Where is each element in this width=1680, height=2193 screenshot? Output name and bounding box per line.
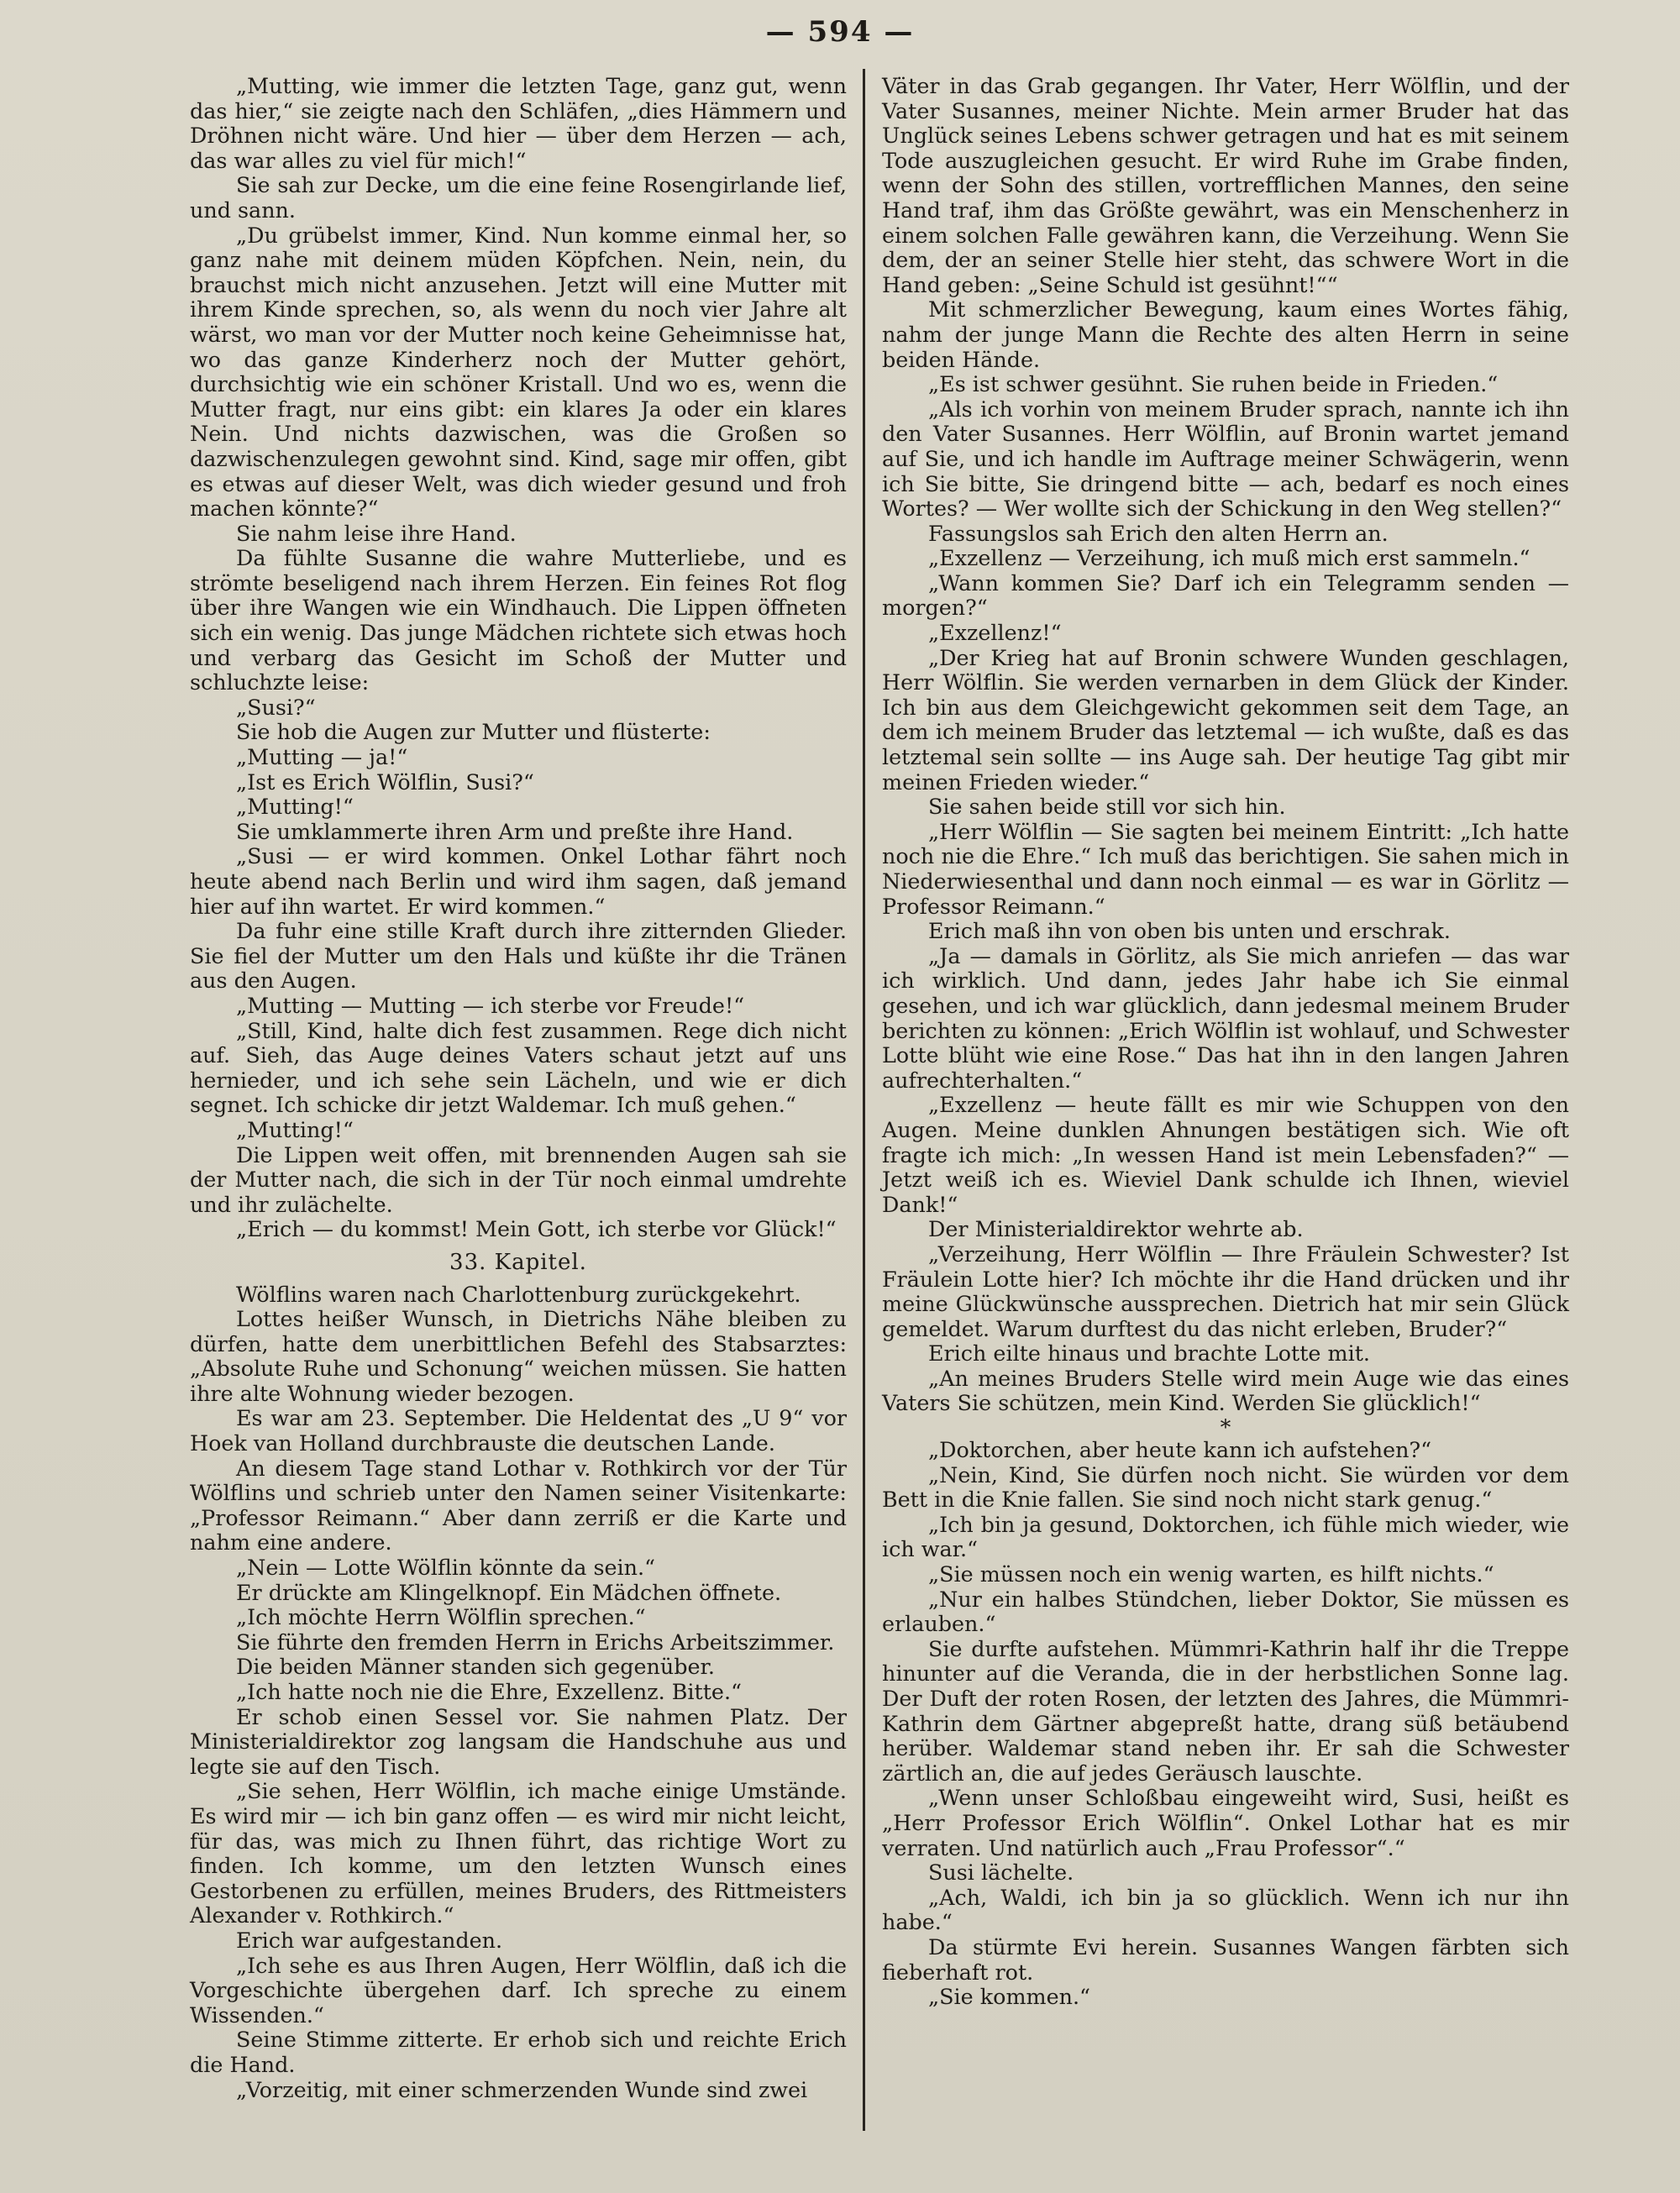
paragraph: An diesem Tage stand Lothar v. Rothkirch vor der Tür Wölflins und schrieb unter den Namen seiner Visitenkarte: „Professor Reimann.“ Aber dann zerriß er die Karte und nahm eine andere.	[190, 1455, 847, 1556]
column-divider	[863, 69, 865, 2131]
paragraph: Der Ministerialdirektor wehrte ab.	[928, 1216, 1304, 1242]
paragraph: „Verzeihung, Herr Wölflin — Ihre Fräulein Schwester? Ist Fräulein Lotte hier? Ich möchte ihr die Hand drücken und ihr meine Glückwünsche aussprechen. Dietrich hat mir sein Glück gemeldet. Warum durftest du das nicht erleben, Bruder?“	[882, 1241, 1569, 1341]
paragraph: Die beiden Männer standen sich gegenüber.	[236, 1654, 715, 1680]
paragraph: „Mutting — Mutting — ich sterbe vor Freude!“	[236, 992, 745, 1018]
section-separator: *	[1220, 1414, 1231, 1440]
paragraph: Da fuhr eine stille Kraft durch ihre zitternden Glieder. Sie fiel der Mutter um den Hals und küßte ihr die Tränen aus den Augen.	[190, 918, 847, 994]
paragraph: „Wenn unser Schloßbau eingeweiht wird, Susi, heißt es „Herr Professor Erich Wölflin“. Onkel Lothar hat es mir verraten. Und natürlich auch „Frau Professor“.“	[882, 1785, 1569, 1860]
left-paragraphs-before	[190, 74, 847, 1242]
page-number: — 594 —	[765, 15, 915, 49]
paragraph: Da fühlte Susanne die wahre Mutterliebe, und es strömte beseligend nach ihrem Herzen. Ein feines Rot flog über ihre Wangen wie ein Windhauch. Die Lippen öffneten sich ein wenig. Das junge Mädchen richtete sich etwas hoch und verbarg das Gesicht im Schoß der Mutter und schluchzte leise:	[190, 545, 847, 695]
paragraph: „Susi — er wird kommen. Onkel Lothar fährt noch heute abend nach Berlin und wird ihm sagen, daß jemand hier auf ihn wartet. Er wird kommen.“	[190, 843, 847, 919]
paragraph: Sie durfte aufstehen. Mümmri-Kathrin half ihr die Treppe hinunter auf die Veranda, die in der herbstlichen Sonne lag. Der Duft der roten Rosen, der letzten des Jahres, die Mümmri-Kathrin dem Gärtner abgepreßt hatte, drang süß betäubend herüber. Waldemar stand neben ihr. Er sah die Schwester zärtlich an, die auf jedes Geräusch lauschte.	[882, 1635, 1569, 1786]
paragraph: Es war am 23. September. Die Heldentat des „U 9“ vor Hoek van Holland durchbrauste die deutschen Lande.	[190, 1405, 847, 1456]
paragraph: Wölflins waren nach Charlottenburg zurückgekehrt.	[236, 1281, 801, 1307]
paragraph: „An meines Bruders Stelle wird mein Auge wie das eines Vaters Sie schützen, mein Kind. Werden Sie glücklich!“	[882, 1365, 1569, 1416]
paragraph: Susi lächelte.	[928, 1860, 1074, 1886]
paragraph: „Wann kommen Sie? Darf ich ein Telegramm senden — morgen?“	[882, 569, 1569, 621]
paragraph: Sie führte den fremden Herrn in Erichs Arbeitszimmer.	[236, 1629, 835, 1655]
paragraph: Erich eilte hinaus und brachte Lotte mit.	[928, 1340, 1370, 1367]
paragraph: Er drückte am Klingelknopf. Ein Mädchen öffnete.	[236, 1579, 782, 1605]
right-column	[882, 74, 1569, 2010]
right-paragraphs-after	[882, 1438, 1569, 2010]
paragraph: Sie sah zur Decke, um die eine feine Rosengirlande lief, und sann.	[190, 172, 847, 223]
paragraph: „Ach, Waldi, ich bin ja so glücklich. Wenn ich nur ihn habe.“	[882, 1884, 1569, 1935]
paragraph: „Nur ein halbes Stündchen, lieber Doktor, Sie müssen es erlauben.“	[882, 1586, 1569, 1637]
right-paragraphs	[882, 74, 1569, 1416]
paragraph: „Als ich vorhin von meinem Bruder sprach, nannte ich ihn den Vater Susannes. Herr Wölflin, auf Bronin wartet jemand auf Sie, und ich handle im Auftrage meiner Schwägerin, wenn ich Sie bitte, Sie dringend bitte — ach, bedarf es noch eines Wortes? — Wer wollte sich der Schickung in den Weg stellen?“	[882, 396, 1569, 522]
paragraph: „Ja — damals in Görlitz, als Sie mich anriefen — das war ich wirklich. Und dann, jedes Jahr habe ich Sie einmal gesehen, und ich war glücklich, dann jedesmal meinem Bruder berichten zu können: „Erich Wölflin ist wohlauf, und Schwester Lotte blüht wie eine Rose.“ Das hat ihn in den langen Jahren aufrechterhalten.“	[882, 942, 1569, 1093]
paragraph: „Exzellenz — heute fällt es mir wie Schuppen von den Augen. Meine dunklen Ahnungen bestätigen sich. Wie oft fragte ich mich: „In wessen Hand ist mein Lebensfaden?“ — Jetzt weiß ich es. Wieviel Dank schulde ich Ihnen, wieviel Dank!“	[882, 1092, 1569, 1217]
paragraph: „Sie müssen noch ein wenig warten, es hilft nichts.“	[928, 1561, 1494, 1587]
paragraph: Mit schmerzlicher Bewegung, kaum eines Wortes fähig, nahm der junge Mann die Rechte des alten Herrn in seine beiden Hände.	[882, 296, 1569, 372]
paragraph: „Exzellenz — Verzeihung, ich muß mich erst sammeln.“	[928, 545, 1530, 571]
paragraph: „Ich möchte Herrn Wölflin sprechen.“	[236, 1604, 646, 1630]
paragraph: Die Lippen weit offen, mit brennenden Augen sah sie der Mutter nach, die sich in der Tür noch einmal umdrehte und ihr zulächelte.	[190, 1141, 847, 1217]
paragraph: „Exzellenz!“	[928, 620, 1062, 646]
paragraph: „Mutting!“	[236, 794, 354, 820]
paragraph: „Sie sehen, Herr Wölflin, ich mache einige Umstände. Es wird mir — ich bin ganz offen — es wird mir nicht leicht, für das, was mich zu Ihnen führt, das richtige Wort zu finden. Ich komme, um den letzten Wunsch eines Gestorbenen zu erfüllen, meines Bruders, des Rittmeisters Alexander v. Rothkirch.“	[190, 1778, 847, 1928]
paragraph: Erich war aufgestanden.	[236, 1927, 503, 1953]
paragraph: „Erich — du kommst! Mein Gott, ich sterbe vor Glück!“	[236, 1216, 837, 1242]
paragraph: Sie nahm leise ihre Hand.	[236, 520, 517, 546]
paragraph: „Herr Wölflin — Sie sagten bei meinem Eintritt: „Ich hatte noch nie die Ehre.“ Ich muß das berichtigen. Sie sahen mich in Niederwiesenthal und dann noch einmal — es war in Görlitz — Professor Reimann.“	[882, 818, 1569, 919]
paragraph: „Mutting, wie immer die letzten Tage, ganz gut, wenn das hier,“ sie zeigte nach den Schläfen, „dies Hämmern und Dröhnen nicht wäre. Und hier — über dem Herzen — ach, das war alles zu viel für mich!“	[190, 73, 847, 173]
paragraph: „Still, Kind, halte dich fest zusammen. Rege dich nicht auf. Sieh, das Auge deines Vaters schaut jetzt auf uns hernieder, und ich sehe sein Lächeln, und wie er dich segnet. Ich schicke dir jetzt Waldemar. Ich muß gehen.“	[190, 1017, 847, 1118]
paragraph: „Ich sehe es aus Ihren Augen, Herr Wölflin, daß ich die Vorgeschichte übergehen darf. Ich spreche zu einem Wissenden.“	[190, 1952, 847, 2028]
paragraph: „Mutting — ja!“	[236, 744, 408, 770]
paragraph: „Nein — Lotte Wölflin könnte da sein.“	[236, 1555, 656, 1581]
paragraph: „Du grübelst immer, Kind. Nun komme einmal her, so ganz nahe mit deinem müden Köpfchen. Nein, nein, du brauchst mich nicht anzusehen. Jetzt will eine Mutter mit ihrem Kinde sprechen, so, als wenn du noch vier Jahre alt wärst, wo man vor der Mutter noch keine Geheimnisse hat, wo das ganze Kinderherz noch der Mutter gehört, durchsichtig wie ein schöner Kristall. Und wo es, wenn die Mutter fragt, nur eins gibt: ein klares Ja oder ein klares Nein. Und nichts dazwischen, was die Großen so dazwischenzulegen gewohnt sind. Kind, sage mir offen, gibt es etwas auf dieser Welt, was dich wieder gesund und froh machen könnte?“	[190, 222, 847, 522]
paragraph: „Der Krieg hat auf Bronin schwere Wunden geschlagen, Herr Wölflin. Sie werden vernarben in dem Glück der Kinder. Ich bin aus dem Gleichgewicht gekommen seit dem Tage, an dem ich meinem Bruder das letztemal — ich wußte, daß es das letztemal sein sollte — ins Auge sah. Der heutige Tag gibt mir meinen Frieden wieder.“	[882, 644, 1569, 795]
left-column	[190, 74, 847, 2102]
paragraph: Da stürmte Evi herein. Susannes Wangen färbten sich fieberhaft rot.	[882, 1933, 1569, 1985]
paragraph: „Susi?“	[236, 694, 316, 720]
paragraph: Sie sahen beide still vor sich hin.	[928, 794, 1286, 820]
paragraph: Lottes heißer Wunsch, in Dietrichs Nähe bleiben zu dürfen, hatte dem unerbittlichen Befehl des Stabsarztes: „Absolute Ruhe und Schonung“ weichen müssen. Sie hatten ihre alte Wohnung wieder bezogen.	[190, 1306, 847, 1406]
paragraph: Sie hob die Augen zur Mutter und flüsterte:	[236, 719, 711, 745]
paragraph: „Es ist schwer gesühnt. Sie ruhen beide in Frieden.“	[928, 371, 1499, 397]
paragraph: Erich maß ihn von oben bis unten und erschrak.	[928, 918, 1451, 944]
paragraph: „Doktorchen, aber heute kann ich aufstehen?“	[928, 1437, 1432, 1463]
paragraph: „Vorzeitig, mit einer schmerzenden Wunde sind zwei	[236, 2076, 808, 2102]
paragraph: Er schob einen Sessel vor. Sie nahmen Platz. Der Ministerialdirektor zog langsam die Handschuhe aus und legte sie auf den Tisch.	[190, 1703, 847, 1779]
paragraph: „Ich hatte noch nie die Ehre, Exzellenz. Bitte.“	[236, 1679, 742, 1704]
paragraph: Väter in das Grab gegangen. Ihr Vater, Herr Wölflin, und der Vater Susannes, meiner Nichte. Mein armer Bruder hat das Unglück seines Lebens schwer getragen und hat es mit seinem Tode auszugleichen gesucht. Er wird Ruhe im Grabe finden, wenn der Sohn des stillen, vortrefflichen Mannes, den seine Hand traf, ihm das Größte gewährt, was ein Menschenherz in einem solchen Falle gewähren kann, die Verzeihung. Wenn Sie dem, der an seiner Stelle hier steht, das schwere Wort in die Hand geben: „Seine Schuld ist gesühnt!““	[882, 73, 1569, 297]
paragraph: „Ich bin ja gesund, Doktorchen, ich fühle mich wieder, wie ich war.“	[882, 1511, 1569, 1562]
left-paragraphs-after	[190, 1283, 847, 2103]
paragraph: „Mutting!“	[236, 1116, 354, 1142]
chapter-heading: 33. Kapitel.	[449, 1249, 587, 1275]
paragraph: Sie umklammerte ihren Arm und preßte ihre Hand.	[236, 818, 794, 844]
paragraph: Seine Stimme zitterte. Er erhob sich und reichte Erich die Hand.	[190, 2027, 847, 2077]
paragraph: „Ist es Erich Wölflin, Susi?“	[236, 769, 534, 795]
paragraph: „Nein, Kind, Sie dürfen noch nicht. Sie würden vor dem Bett in die Knie fallen. Sie sind noch nicht stark genug.“	[882, 1461, 1569, 1513]
paragraph: „Sie kommen.“	[928, 1984, 1091, 2010]
paragraph: Fassungslos sah Erich den alten Herrn an.	[928, 520, 1389, 546]
